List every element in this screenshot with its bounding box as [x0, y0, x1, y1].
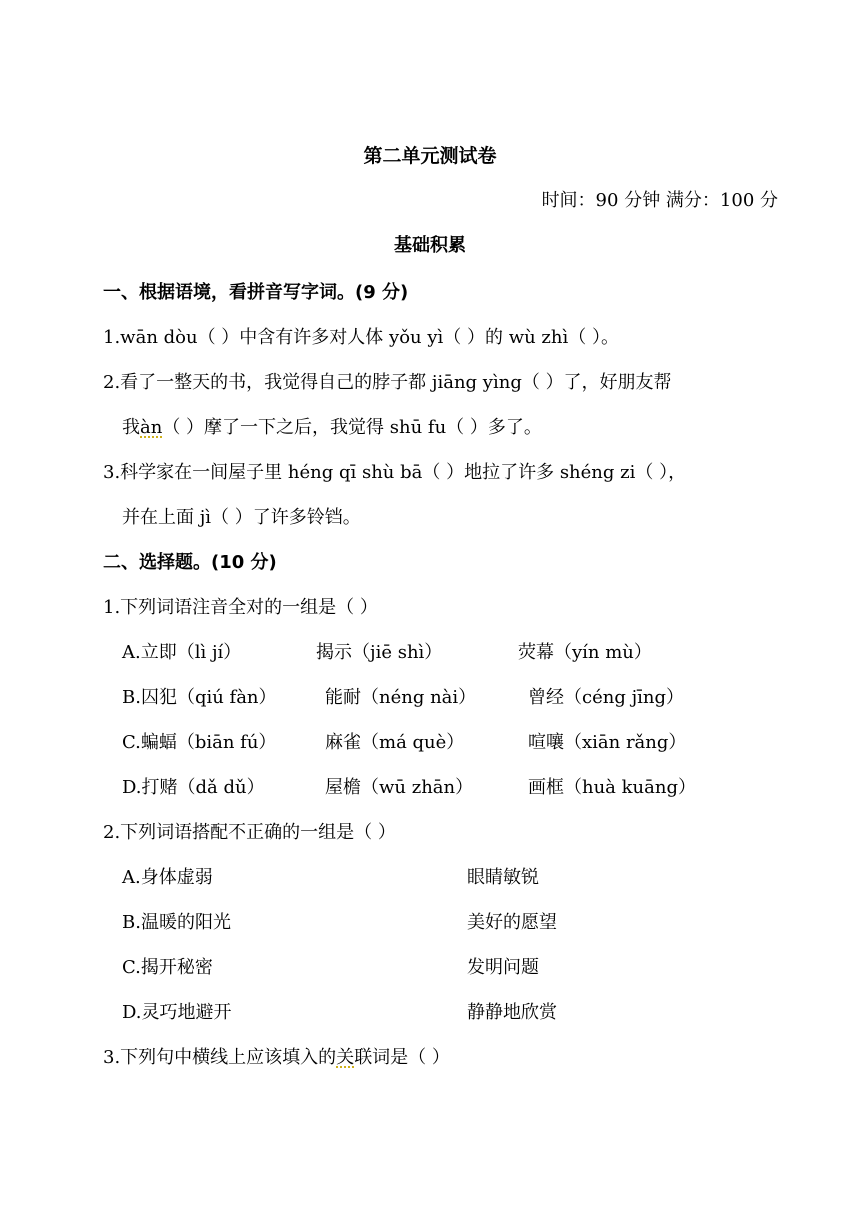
q2-text-a: 我 — [122, 417, 140, 438]
part1-question-1: 1.wān dòu（ ）中含有许多对人体 yǒu yì（ ）的 wù zhì（ ）。 — [103, 327, 619, 348]
q1-option-b-3: 曾经（céng jīng） — [528, 687, 685, 708]
q1-option-a-2: 揭示（jiē shì） — [316, 642, 443, 663]
q1-option-b-1: B.囚犯（qiú fàn） — [122, 687, 277, 708]
part1-question-2-line2 — [122, 416, 542, 440]
part1-question-3-line1: 3.科学家在一间屋子里 héng qī shù bā（ ）地拉了许多 shéng zi（ ）， — [103, 462, 687, 483]
part1-heading: 一、根据语境，看拼音写字词。(9 分) — [103, 282, 409, 303]
q2-option-b-2: 美好的愿望 — [467, 912, 557, 933]
time-score-info: 时间：90 分钟 满分：100 分 — [541, 190, 778, 211]
q3-stem-a: 3.下列句中横线上应该填入的 — [103, 1047, 337, 1068]
q2-option-a-2: 眼睛敏锐 — [467, 867, 539, 888]
page-title: 第二单元测试卷 — [363, 145, 497, 167]
q1-option-d-1: D.打赌（dǎ dǔ） — [122, 777, 265, 798]
q2-text-c: （ ）摩了一下之后，我觉得 shū fu（ ）多了。 — [162, 417, 542, 438]
part1-question-2-line1: 2.看了一整天的书，我觉得自己的脖子都 jiāng yìng（ ）了，好朋友帮 — [103, 372, 672, 393]
part2-question-2-stem: 2.下列词语搭配不正确的一组是（ ） — [103, 822, 396, 843]
q1-option-d-3: 画框（huà kuāng） — [528, 777, 696, 798]
q1-option-d-2: 屋檐（wū zhān） — [325, 777, 474, 798]
q2-option-c-2: 发明问题 — [467, 957, 539, 978]
part2-question-3-stem — [103, 1046, 450, 1070]
q2-option-c-1: C.揭开秘密 — [122, 957, 213, 978]
q1-option-a-1: A.立即（lì jí） — [122, 642, 242, 663]
q1-option-a-3: 荧幕（yín mù） — [518, 642, 652, 663]
part2-heading: 二、选择题。(10 分) — [103, 552, 277, 573]
q2-option-b-1: B.温暖的阳光 — [122, 912, 231, 933]
q2-option-d-1: D.灵巧地避开 — [122, 1002, 232, 1023]
part2-question-1-stem: 1.下列词语注音全对的一组是（ ） — [103, 597, 378, 618]
q1-option-c-1: C.蝙蝠（biān fú） — [122, 732, 277, 753]
q3-stem-b: 关 — [336, 1047, 355, 1068]
q2-option-d-2: 静静地欣赏 — [467, 1002, 557, 1023]
q1-option-c-2: 麻雀（má què） — [325, 732, 465, 753]
q1-option-c-3: 喧嚷（xiān rǎng） — [528, 732, 687, 753]
part1-question-3-line2: 并在上面 jì（ ）了许多铃铛。 — [122, 507, 361, 528]
q1-option-b-2: 能耐（néng nài） — [325, 687, 477, 708]
q2-option-a-1: A.身体虚弱 — [122, 867, 213, 888]
q3-stem-c: 联词是（ ） — [354, 1047, 450, 1068]
q2-pinyin-an: àn — [140, 417, 163, 438]
section-title: 基础积累 — [394, 235, 466, 256]
